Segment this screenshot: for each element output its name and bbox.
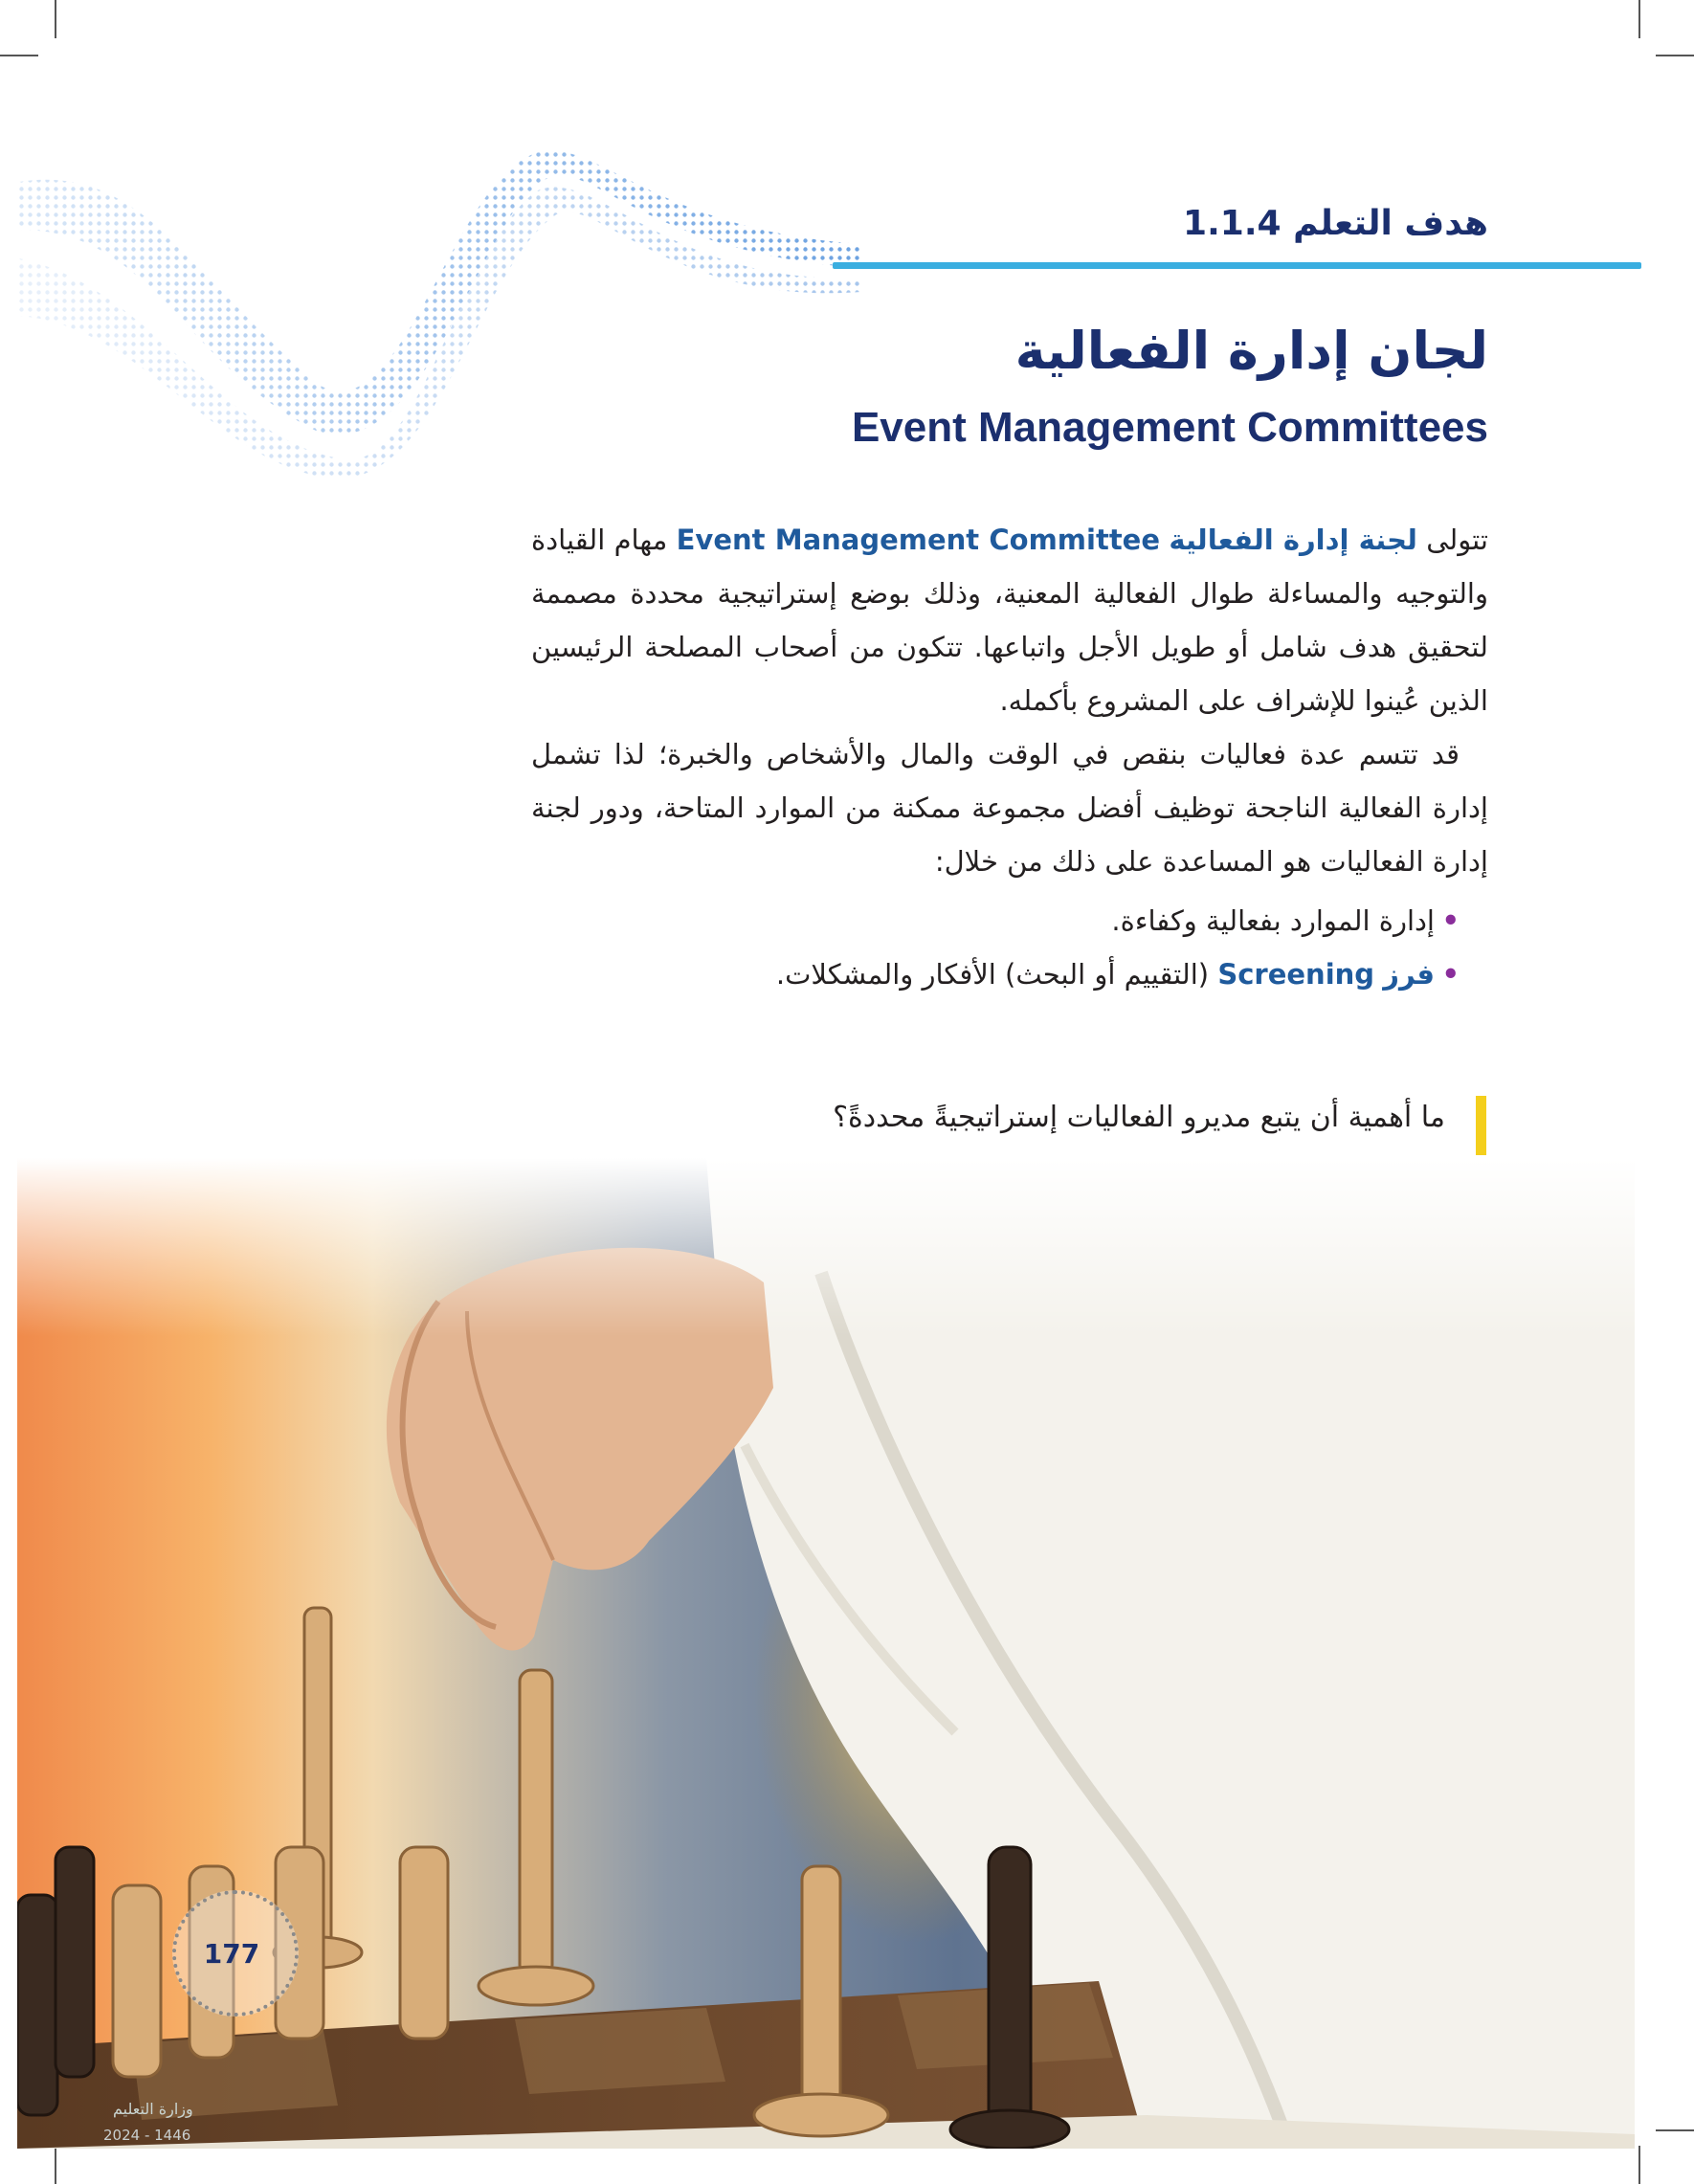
- list-item-text: (التقييم أو البحث) الأفكار والمشكلات.: [775, 958, 1218, 991]
- list-item: [531, 947, 1460, 1001]
- discussion-question: ما أهمية أن يتبع مديرو الفعاليات إستراتيجيةً محددةً؟: [833, 1101, 1445, 1134]
- crop-mark: [1638, 0, 1640, 38]
- dotted-wave-graphic: [0, 124, 861, 488]
- page-title-english: Event Management Committees: [851, 404, 1488, 451]
- question-accent-bar: [1476, 1096, 1486, 1155]
- crop-mark: [1656, 2129, 1694, 2131]
- crop-mark: [55, 2146, 56, 2184]
- term-english: Screening: [1217, 958, 1375, 991]
- page-title-arabic: لجان إدارة الفعالية: [1014, 321, 1488, 381]
- ministry-watermark: وزارة التعليم: [113, 2100, 193, 2118]
- header-rule: [833, 262, 1641, 269]
- paragraph-resources: قد تتسم عدة فعاليات بنقص في الوقت والمال والأشخاص والخبرة؛ لذا تشمل إدارة الفعالية الناجحة توظيف أفضل مجموعة ممكنة من الموارد المتاحة، ودور لجنة إدارة الفعاليات هو المساعدة على ذلك من خلال:: [531, 738, 1488, 878]
- crop-mark: [55, 0, 56, 38]
- bullet-list: [531, 894, 1488, 1001]
- crop-mark: [1638, 2146, 1640, 2184]
- crop-mark: [1656, 55, 1694, 56]
- bullet-icon: •: [1441, 958, 1460, 991]
- paragraph-lead: تتولى: [1416, 524, 1488, 556]
- learning-objective-label: هدف التعلم 1.1.4: [1183, 204, 1488, 243]
- page-number: 177: [203, 1938, 260, 1970]
- list-item: [531, 894, 1460, 947]
- term-arabic: فرز: [1383, 958, 1435, 991]
- body-text: [531, 513, 1488, 1001]
- term-english: Event Management Committee: [676, 524, 1161, 556]
- paragraph-intro: [531, 513, 1488, 727]
- crop-mark: [0, 55, 38, 56]
- list-item-text: إدارة الموارد بفعالية وكفاءة.: [1111, 904, 1435, 937]
- term-arabic: لجنة إدارة الفعالية: [1169, 524, 1417, 556]
- paragraph-rest: مهام القيادة والتوجيه والمساءلة طوال الفعالية المعنية، وذلك بوضع إستراتيجية محددة مصممة لتحقيق هدف شامل أو طويل الأجل واتباعها. تتكون من أصحاب المصلحة الرئيسين الذين عُينوا للإشراف على المشروع بأكمله.: [531, 524, 1488, 717]
- bullet-icon: •: [1441, 904, 1460, 937]
- year-watermark: 2024 - 1446: [103, 2127, 191, 2144]
